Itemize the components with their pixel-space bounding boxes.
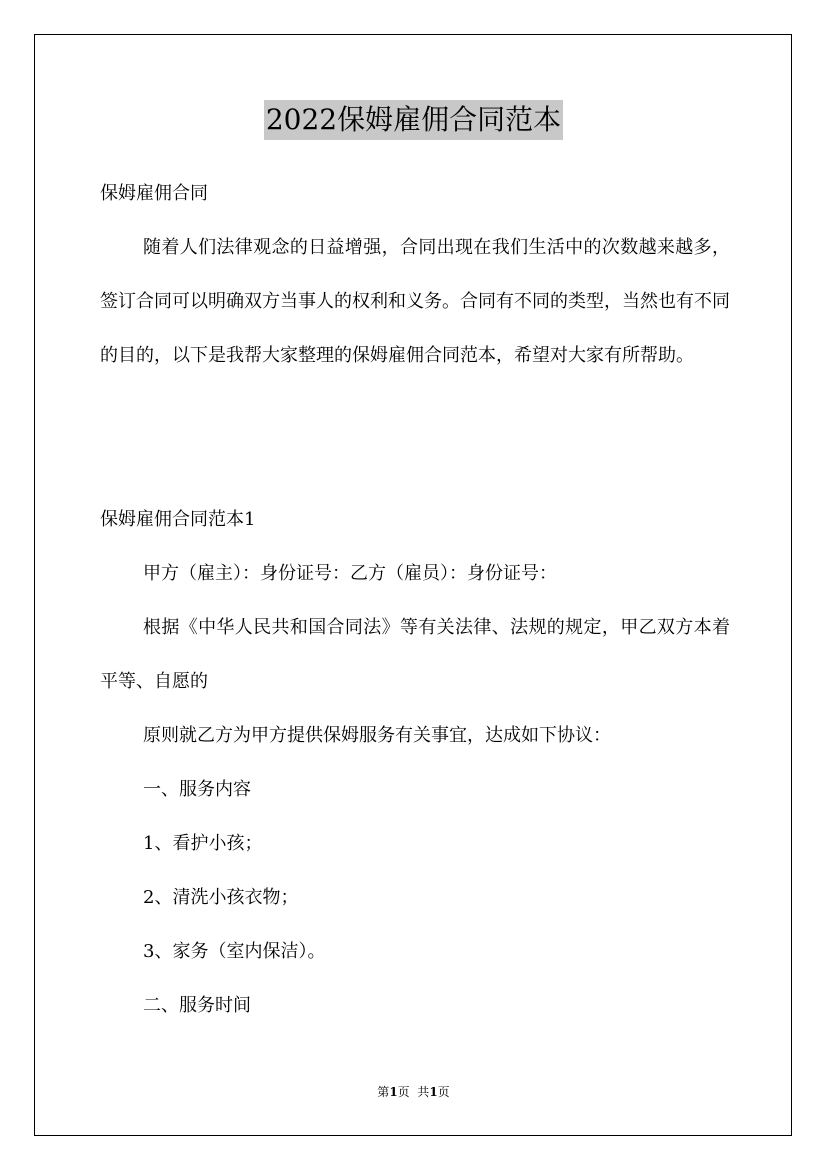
footer-page-number: 1: [389, 1085, 398, 1099]
document-body-top: [100, 167, 730, 383]
service-item-3: 3、家务（室内保洁）。: [143, 941, 326, 962]
section-title: 保姆雇佣合同范本1: [100, 509, 256, 530]
intro-paragraph: 随着人们法律观念的日益增强，合同出现在我们生活中的次数越来越多，签订合同可以明确双方当事人的权利和义务。合同有不同的类型，当然也有不同的目的，以下是我帮大家整理的保姆雇佣合同范本，希望对大家有所帮助。: [100, 237, 730, 366]
document-title: 2022保姆雇佣合同范本: [264, 100, 563, 140]
service-item-2: 2、清洗小孩衣物；: [143, 887, 299, 908]
service-item-1: 1、看护小孩；: [143, 833, 263, 854]
document-heading: 保姆雇佣合同: [100, 183, 208, 204]
document-body-section: [100, 493, 730, 1033]
agreement-principle-line: 原则就乙方为甲方提供保姆服务有关事宜，达成如下协议：: [143, 725, 611, 746]
legal-basis-line: 根据《中华人民共和国合同法》等有关法律、法规的规定，甲乙双方本着平等、自愿的: [100, 617, 730, 692]
footer-mid: 页 共: [397, 1085, 430, 1099]
footer-page-total: 1: [429, 1085, 438, 1099]
page-footer: [0, 1082, 827, 1102]
footer-suffix: 页: [437, 1085, 450, 1099]
title-container: [0, 100, 827, 140]
party-info-line: 甲方（雇主）：身份证号：乙方（雇员）：身份证号：: [143, 563, 557, 584]
service-content-heading: 一、服务内容: [143, 779, 251, 800]
service-time-heading: 二、服务时间: [143, 995, 251, 1016]
footer-prefix: 第: [377, 1085, 390, 1099]
